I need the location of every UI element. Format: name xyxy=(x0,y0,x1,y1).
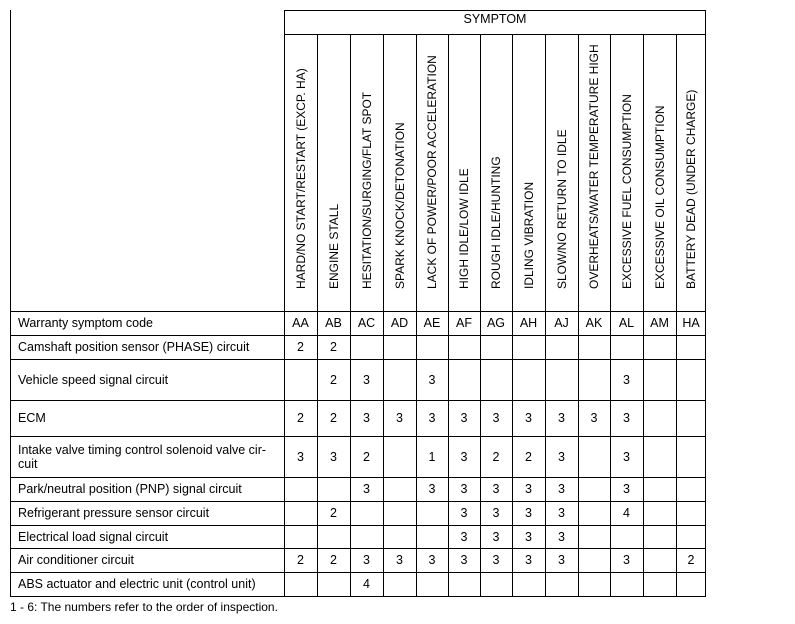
table-cell-value: 3 xyxy=(460,482,468,496)
table-cell-value: 3 xyxy=(590,411,598,425)
row-label: ABS actuator and electric unit (control unit) xyxy=(18,577,256,591)
table-cell-value: 2 xyxy=(330,340,337,354)
column-header-label: OVERHEATS/WATER TEMPERATURE HIGH xyxy=(587,44,601,289)
code-row-label: Warranty symptom code xyxy=(18,316,153,330)
symptom-code: AF xyxy=(456,316,472,330)
table-cell-value: 3 xyxy=(460,411,468,425)
table-cell-value: 3 xyxy=(428,411,436,425)
row-label: Air conditioner circuit xyxy=(18,553,135,567)
table-cell-value: 3 xyxy=(460,553,468,567)
column-header-label: SLOW/NO RETURN TO IDLE xyxy=(554,129,569,289)
symptom-code: AA xyxy=(292,316,309,330)
table-cell-value: 3 xyxy=(330,449,337,464)
symptom-code: AM xyxy=(650,316,669,330)
table-cell-value: 3 xyxy=(558,506,565,520)
table-cell-value: 3 xyxy=(558,449,565,464)
table-cell-value: 2 xyxy=(330,411,337,425)
table-cell-value: 3 xyxy=(460,529,468,544)
column-header xyxy=(512,34,545,311)
column-header-label: EXCESSIVE OIL CONSUMPTION xyxy=(652,105,667,289)
table-cell-value: 3 xyxy=(363,372,370,387)
table-cell-value: 1 xyxy=(428,449,436,464)
table-cell-value: 3 xyxy=(396,553,403,567)
symptom-code: AG xyxy=(486,316,506,330)
symptom-code: AL xyxy=(618,316,635,330)
symptom-code: AH xyxy=(519,316,538,330)
table-cell-value: 3 xyxy=(525,553,532,567)
column-header-label: IDLING VIBRATION xyxy=(521,181,536,289)
column-header xyxy=(416,34,448,311)
symptom-code: AE xyxy=(423,316,441,330)
column-header xyxy=(284,34,317,311)
column-header-label: HARD/NO START/RESTART (EXCP. HA) xyxy=(293,68,308,289)
table-cell-value: 3 xyxy=(623,372,630,387)
table-cell-value: 2 xyxy=(330,372,337,387)
table-cell-value: 3 xyxy=(428,372,436,387)
table-cell-value: 4 xyxy=(623,506,630,520)
symptom-code: AB xyxy=(325,316,342,330)
table-cell-value: 2 xyxy=(297,553,304,567)
row-label: Park/neutral position (PNP) signal circuit xyxy=(18,482,242,496)
column-header-label: LACK OF POWER/POOR ACCELERATION xyxy=(425,55,439,289)
row-label: ECM xyxy=(18,411,46,425)
row-label: Refrigerant pressure sensor circuit xyxy=(18,506,210,520)
column-header-label: SPARK KNOCK/DETONATION xyxy=(392,122,407,289)
table-cell-value: 2 xyxy=(330,506,337,520)
table-cell-value: 2 xyxy=(687,553,695,567)
table-cell-value: 3 xyxy=(460,449,468,464)
table-cell-value: 2 xyxy=(363,449,370,464)
table-cell-value: 3 xyxy=(525,506,532,520)
table-cell-value: 3 xyxy=(525,411,532,425)
column-header xyxy=(448,34,480,311)
column-header-label: ENGINE STALL xyxy=(326,203,341,289)
column-header-label: ROUGH IDLE/HUNTING xyxy=(489,156,503,289)
table-cell-value: 3 xyxy=(525,482,532,496)
table-cell-value: 3 xyxy=(492,506,500,520)
table-cell-value: 3 xyxy=(363,411,370,425)
column-header xyxy=(350,34,383,311)
table-cell-value: 3 xyxy=(492,529,500,544)
symptom-code: HA xyxy=(682,316,700,330)
column-header-label: BATTERY DEAD (UNDER CHARGE) xyxy=(684,89,698,289)
column-header xyxy=(610,34,643,311)
column-header-label: HESITATION/SURGING/FLAT SPOT xyxy=(359,91,374,289)
table-cell-value: 3 xyxy=(428,482,436,496)
table-cell-value: 3 xyxy=(558,482,565,496)
table-cell-value: 3 xyxy=(492,553,500,567)
table-cell-value: 2 xyxy=(525,449,532,464)
table-cell-value: 3 xyxy=(623,553,630,567)
column-header xyxy=(676,34,706,311)
column-header xyxy=(578,34,610,311)
table-cell-value: 3 xyxy=(623,411,630,425)
table-cell-value: 3 xyxy=(396,411,403,425)
table-cell-value: 3 xyxy=(623,449,630,464)
table-cell-value: 2 xyxy=(492,449,500,464)
column-header xyxy=(317,34,350,311)
row-label: Camshaft position sensor (PHASE) circuit xyxy=(18,340,250,354)
table-cell-value: 3 xyxy=(558,529,565,544)
table-cell-value: 3 xyxy=(460,506,468,520)
table-cell-value: 2 xyxy=(330,553,337,567)
table-cell-value: 3 xyxy=(492,411,500,425)
column-header xyxy=(480,34,512,311)
symptom-code: AC xyxy=(357,316,376,330)
column-header xyxy=(383,34,416,311)
symptom-header: SYMPTOM xyxy=(463,12,527,26)
column-header xyxy=(643,34,676,311)
table-cell-value: 4 xyxy=(363,577,370,591)
table-cell-value: 3 xyxy=(558,411,565,425)
symptom-code: AJ xyxy=(554,316,569,330)
column-header xyxy=(545,34,578,311)
table-cell-value: 3 xyxy=(623,482,630,496)
table-cell-value: 3 xyxy=(428,553,436,567)
table-cell-value: 3 xyxy=(492,482,500,496)
row-label: Intake valve timing control solenoid valve cir- cuit xyxy=(18,442,267,471)
table-cell-value: 3 xyxy=(525,529,532,544)
row-label: Electrical load signal circuit xyxy=(18,529,169,544)
column-header-label: HIGH IDLE/LOW IDLE xyxy=(457,168,471,289)
symptom-code: AD xyxy=(390,316,409,330)
table-cell-value: 2 xyxy=(297,340,304,354)
symptom-code: AK xyxy=(585,316,603,330)
row-label: Vehicle speed signal circuit xyxy=(18,372,169,387)
table-cell-value: 3 xyxy=(363,482,370,496)
table-cell-value: 3 xyxy=(297,449,304,464)
footnote: 1 - 6: The numbers refer to the order of inspection. xyxy=(10,600,278,614)
table-cell-value: 3 xyxy=(363,553,370,567)
table-cell-value: 2 xyxy=(297,411,304,425)
column-header-label: EXCESSIVE FUEL CONSUMPTION xyxy=(619,94,634,289)
table-cell-value: 3 xyxy=(558,553,565,567)
